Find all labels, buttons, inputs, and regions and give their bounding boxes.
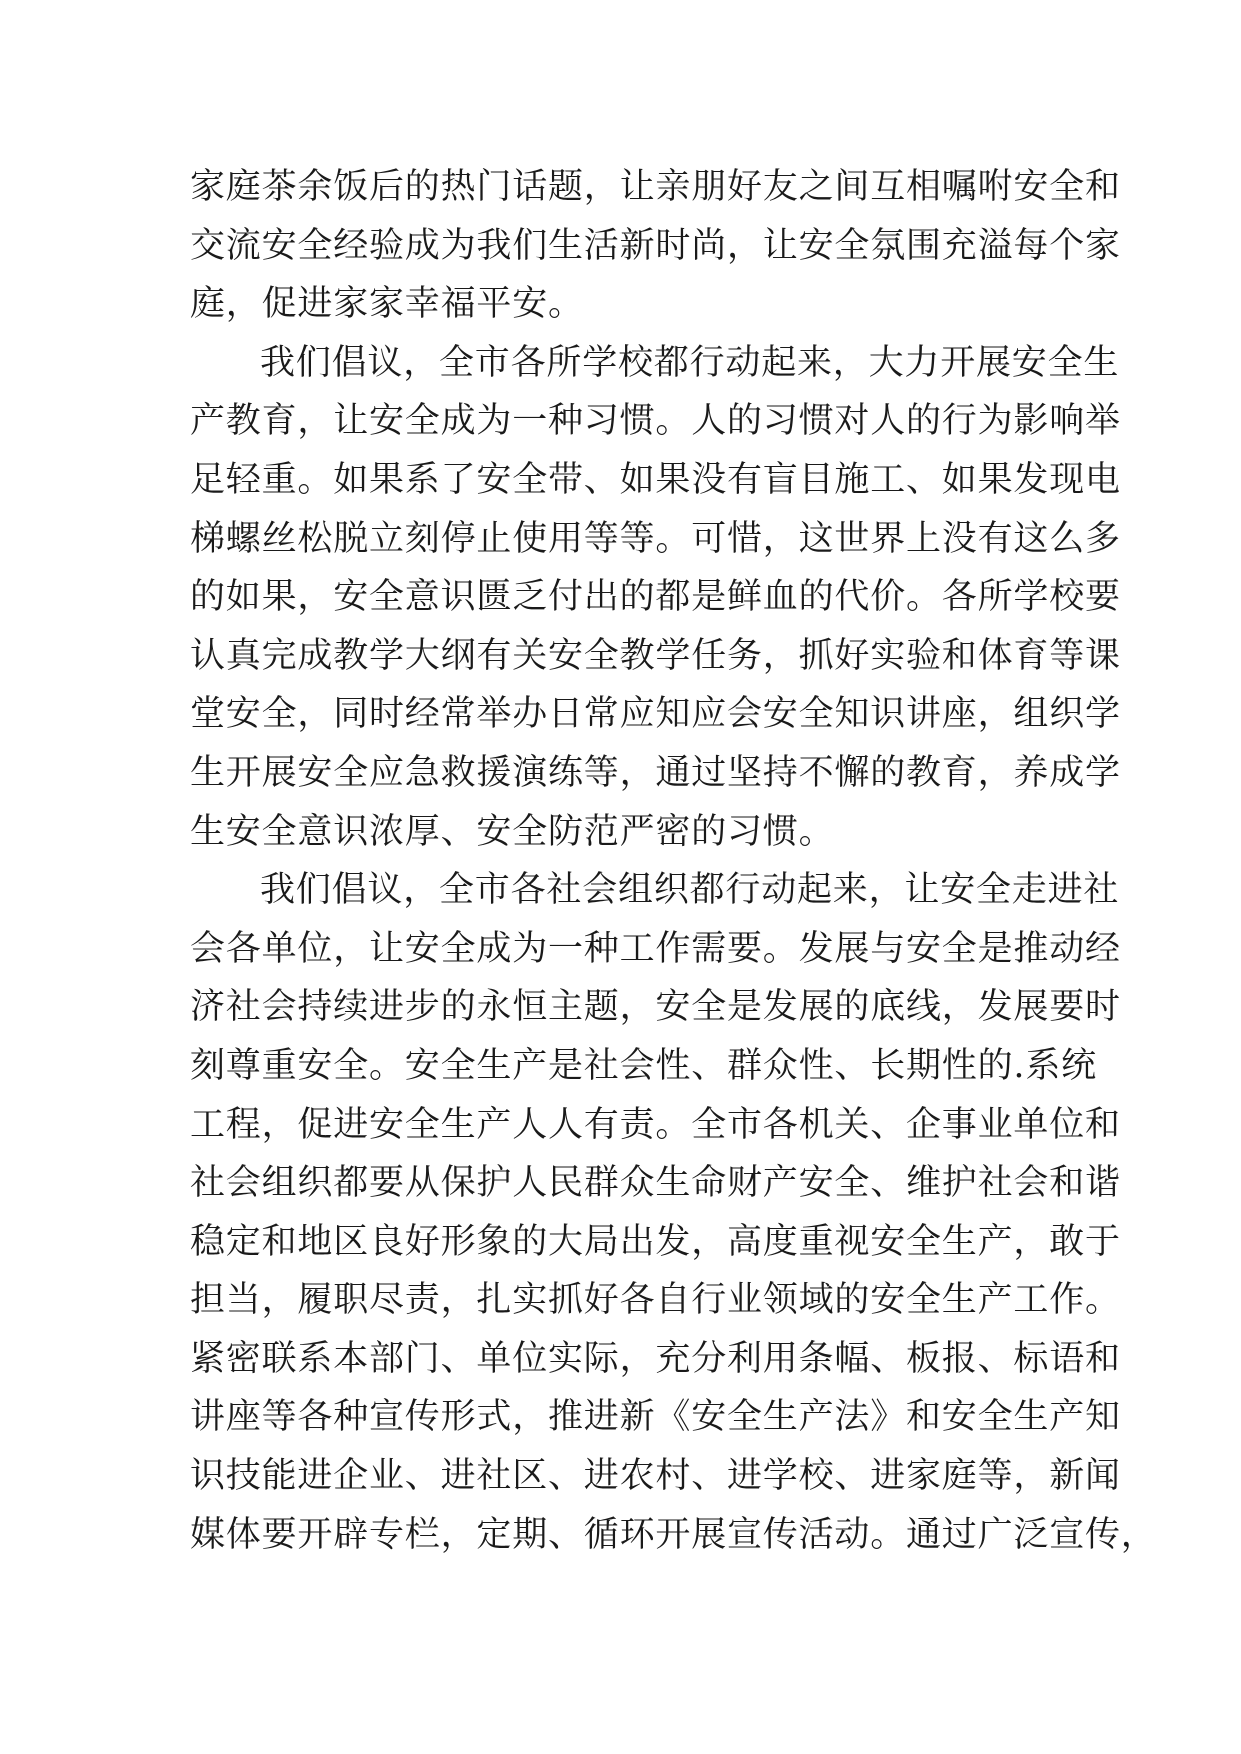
text-line: 讲座等各种宣传形式，推进新《安全生产法》和安全生产知 bbox=[190, 1397, 1121, 1438]
text-line: 稳定和地区良好形象的大局出发，高度重视安全生产，敢于 bbox=[190, 1221, 1121, 1262]
paragraph-start-line: 我们倡议，全市各社会组织都行动起来，让安全走进社 bbox=[260, 870, 1120, 911]
body-text bbox=[190, 158, 1157, 1564]
text-line: 交流安全经验成为我们生活新时尚，让安全氛围充溢每个家 bbox=[190, 225, 1121, 266]
text-line: 认真完成教学大纲有关安全教学任务，抓好实验和体育等课 bbox=[190, 635, 1121, 676]
text-line: 庭，促进家家幸福平安。 bbox=[190, 284, 584, 325]
text-line: 生开展安全应急救援演练等，通过坚持不懈的教育，养成学 bbox=[190, 752, 1121, 793]
text-line: 会各单位，让安全成为一种工作需要。发展与安全是推动经 bbox=[190, 928, 1121, 969]
text-line: 的如果，安全意识匮乏付出的都是鲜血的代价。各所学校要 bbox=[190, 577, 1121, 618]
paragraph-start-line: 我们倡议，全市各所学校都行动起来，大力开展安全生 bbox=[260, 342, 1120, 383]
text-line: 担当，履职尽责，扎实抓好各自行业领域的安全生产工作。 bbox=[190, 1280, 1121, 1321]
text-line: 生安全意识浓厚、安全防范严密的习惯。 bbox=[190, 811, 835, 852]
text-line: 家庭茶余饭后的热门话题，让亲朋好友之间互相嘱咐安全和 bbox=[190, 167, 1121, 207]
text-line: 济社会持续进步的永恒主题，安全是发展的底线，发展要时 bbox=[190, 987, 1121, 1028]
text-line: 梯螺丝松脱立刻停止使用等等。可惜，这世界上没有这么多 bbox=[190, 518, 1121, 559]
text-line: 刻尊重安全。安全生产是社会性、群众性、长期性的.系统 bbox=[190, 1045, 1097, 1086]
text-line: 识技能进企业、进社区、进农村、进学校、进家庭等，新闻 bbox=[190, 1456, 1121, 1497]
text-line: 产教育，让安全成为一种习惯。人的习惯对人的行为影响举 bbox=[190, 401, 1121, 442]
text-line: 堂安全，同时经常举办日常应知应会安全知识讲座，组织学 bbox=[190, 694, 1121, 735]
text-line: 足轻重。如果系了安全带、如果没有盲目施工、如果发现电 bbox=[190, 459, 1121, 500]
text-line: 媒体要开辟专栏，定期、循环开展宣传活动。通过广泛宣传， bbox=[190, 1514, 1157, 1555]
text-line: 工程，促进安全生产人人有责。全市各机关、企事业单位和 bbox=[190, 1104, 1121, 1145]
text-line: 紧密联系本部门、单位实际，充分利用条幅、板报、标语和 bbox=[190, 1338, 1121, 1379]
text-line: 社会组织都要从保护人民群众生命财产安全、维护社会和谐 bbox=[190, 1163, 1121, 1204]
